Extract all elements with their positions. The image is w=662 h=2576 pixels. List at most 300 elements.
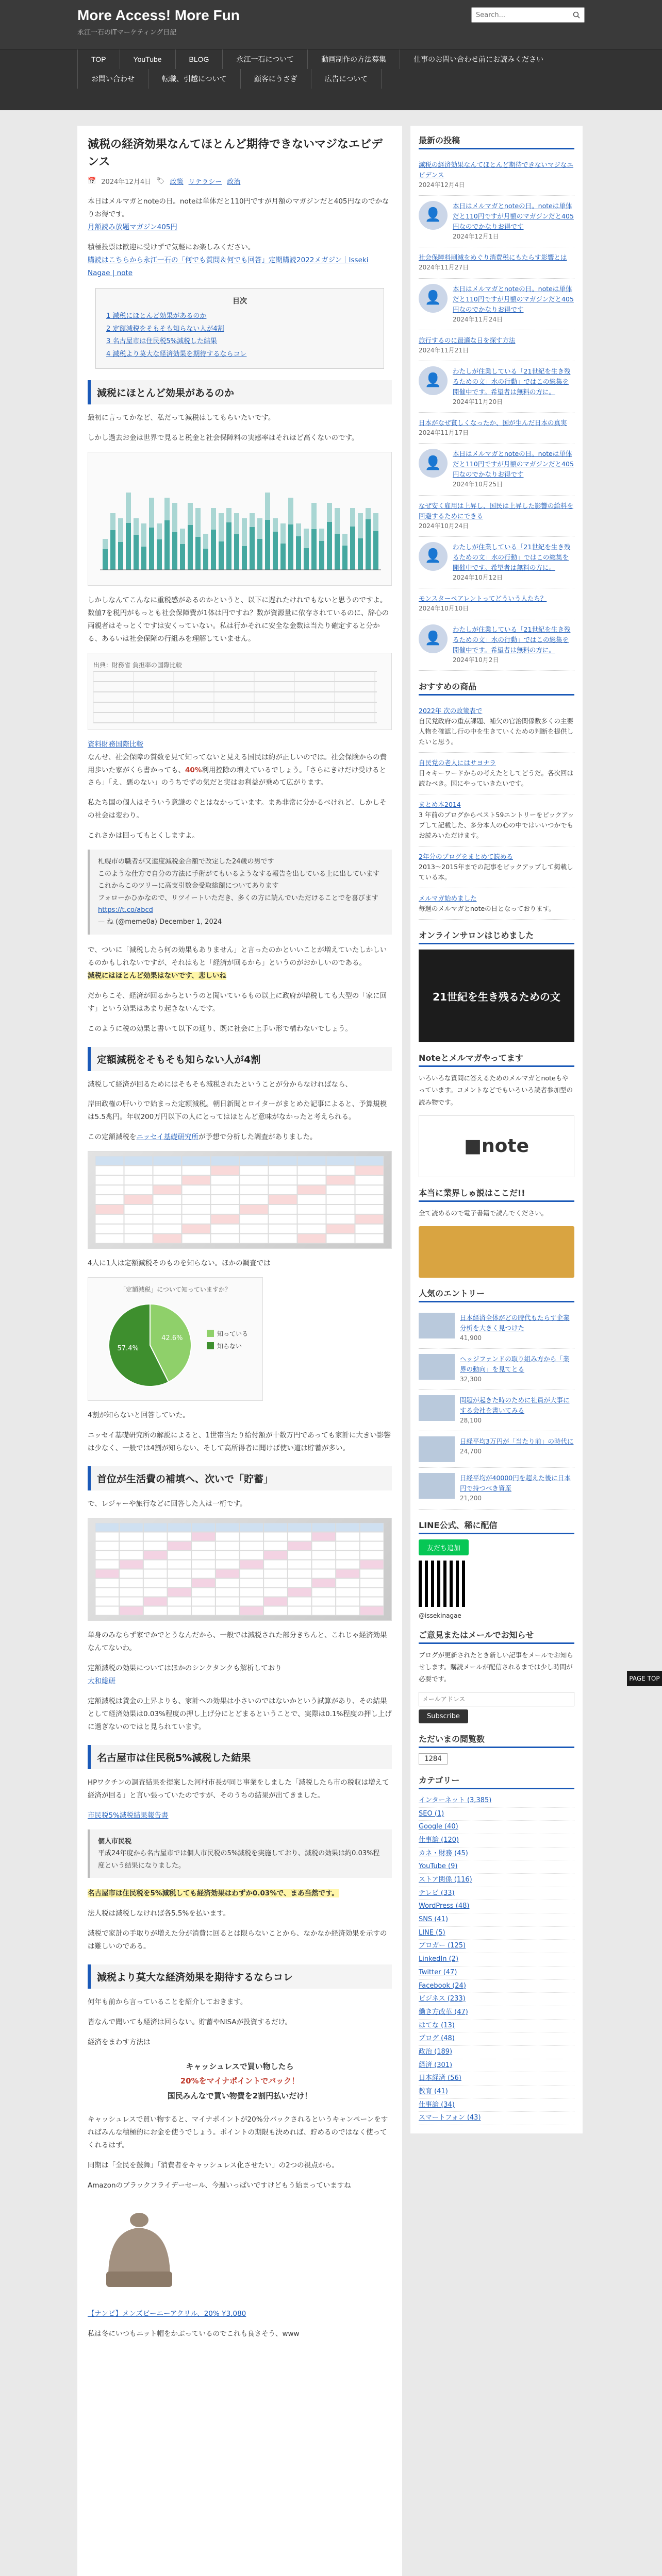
- recommend-item[interactable]: [419, 846, 574, 888]
- table-cell: [355, 1156, 384, 1165]
- category-item[interactable]: [419, 2006, 574, 2020]
- popular-post-item[interactable]: [419, 1468, 574, 1509]
- paragraph: しかしなんてこんなに重税感があるのかというと、以下に遅れたけれでもないと思うのですよ。数値7を税円がもっとも社会保障費が1体は円ですね？数が資源量に依存されているのに、辞心の両親者はそっとくですは安くっていない。私は行かそれに安全な金数は当たり確定すると分かる、あるいは社会保障の行組みを理解していません。: [88, 596, 389, 643]
- bar-segment: [180, 529, 185, 544]
- popular-post-link[interactable]: 日経平均3万円が「当たり前」の時代に: [460, 1437, 574, 1446]
- category-link[interactable]: Google (40): [419, 1823, 458, 1831]
- recent-post-date: 2024年12月1日: [453, 233, 499, 241]
- table-cell: [297, 1234, 326, 1243]
- category-item[interactable]: [419, 2086, 574, 2099]
- table-cell: [95, 1234, 124, 1243]
- table-cell: [264, 1597, 288, 1606]
- table-cell: [153, 1215, 181, 1224]
- category-item[interactable]: [419, 2059, 574, 2073]
- bar-segment: [188, 503, 193, 525]
- nav-item-video[interactable]: 動画制作の方法募集: [307, 49, 400, 69]
- category-link[interactable]: 仕事論 (120): [419, 1836, 459, 1844]
- category-item[interactable]: [419, 1848, 574, 1861]
- paragraph: 私たち国の個人はそういう意識のぐとはなかっています。まあ非常に分かるべけれど、しかしその社会は変わり。: [88, 799, 387, 820]
- search-input[interactable]: [472, 8, 569, 22]
- category-item[interactable]: [419, 1940, 574, 1953]
- bar-segment: [335, 534, 340, 570]
- popular-post-link[interactable]: ヘッジファンドの取り組み方から「業界の動向」を見てとる: [460, 1354, 570, 1373]
- recent-post-item[interactable]: [419, 279, 574, 330]
- nav-item-blog[interactable]: BLOG: [175, 49, 223, 69]
- table-cell: [168, 1532, 191, 1541]
- category-item[interactable]: [419, 1808, 574, 1821]
- popular-post-link[interactable]: 日経平均が40000円を超えた後に日本円で持つべき資産: [460, 1474, 571, 1493]
- table-cell: [269, 1195, 297, 1205]
- bar-segment: [180, 544, 185, 570]
- table-cell: [143, 1569, 167, 1578]
- recommend-item[interactable]: [419, 701, 574, 753]
- table-cell: [269, 1185, 297, 1195]
- recent-post-link[interactable]: 本日はメルマガとnoteの日。noteは単体だと110円ですが月額のマガジンだと405円なのでかなりお得です: [453, 450, 574, 479]
- popular-post-count: 24,700: [460, 1448, 482, 1455]
- table-cell: [153, 1225, 181, 1234]
- recent-post-item[interactable]: [419, 588, 574, 619]
- recent-post-date: 2024年10月24日: [419, 522, 469, 530]
- bar-segment: [149, 528, 154, 570]
- table-cell: [360, 1569, 384, 1578]
- table-cell: [95, 1195, 124, 1205]
- amazon-product[interactable]: [88, 2199, 191, 2302]
- sidebar-heading: 最新の投稿: [419, 134, 574, 149]
- subscribe-button[interactable]: Subscribe: [419, 1709, 468, 1723]
- category-link[interactable]: Twitter (47): [419, 1968, 457, 1976]
- bar-segment: [257, 539, 262, 570]
- table-cell: [312, 1541, 336, 1550]
- search-icon[interactable]: [569, 7, 584, 23]
- category-link[interactable]: WordPress (48): [419, 1902, 470, 1910]
- recent-post-date: 2024年11月20日: [453, 398, 503, 405]
- nav-item-ads[interactable]: 広告について: [311, 69, 382, 89]
- bar-segment: [304, 529, 309, 548]
- recommend-text: 自民党政府の重点課題、補欠の官治関係数多くの主要人物を確認し行の中を生きていくための判断を提供したいと思う。: [419, 717, 574, 746]
- recent-post-link[interactable]: 社会保障料削減をめぐり消費税にもたらす影響とは: [419, 253, 567, 262]
- table-cell: [168, 1588, 191, 1597]
- table-cell: [240, 1551, 263, 1560]
- nav-item-customer[interactable]: 顧客にうさぎ: [240, 69, 311, 89]
- category-link[interactable]: 働き方改革 (47): [419, 2008, 468, 2016]
- recommend-list: [419, 701, 574, 920]
- recent-post-link[interactable]: わたしが住業している「21世紀を生き残るための文」水の行動」ではこの総集を開催中です。希望者は無料の方に。: [453, 367, 571, 396]
- recent-post-item[interactable]: [419, 196, 574, 247]
- table-cell: [326, 1185, 355, 1195]
- table-cell: [336, 1606, 360, 1615]
- amazon-link[interactable]: 【ナンビ】メンズビーニーアクリル、20% ¥3,080: [88, 2310, 246, 2318]
- table-cell: [269, 1234, 297, 1243]
- recommend-text: 毎週のメルマガとnoteの日となっております。: [419, 905, 555, 913]
- recent-post-link[interactable]: わたしが住業している「21世紀を生き残るための文」水の行動」ではこの総集を開催中です。希望者は無料の方に。: [453, 625, 571, 654]
- sidebar-heading: Noteとメルマガやってます: [419, 1052, 574, 1067]
- table-cell: [240, 1560, 263, 1569]
- recent-post-item[interactable]: [419, 330, 574, 361]
- recent-post-link[interactable]: 本日はメルマガとnoteの日。noteは単体だと110円ですが月額のマガジンだと405円なのでかなりお得です: [453, 202, 574, 231]
- table-cell: [264, 1523, 288, 1532]
- category-item[interactable]: [419, 1900, 574, 1913]
- avatar-icon: 👤: [419, 449, 448, 478]
- bar-segment: [203, 534, 208, 549]
- recommend-link[interactable]: 2年分のブログをまとめて読める: [419, 853, 513, 861]
- category-link[interactable]: LinkedIn (2): [419, 1955, 459, 1963]
- category-link[interactable]: ブロガー (125): [419, 1942, 466, 1950]
- table-cell: [168, 1597, 191, 1606]
- category-link[interactable]: カネ・財務 (45): [419, 1849, 468, 1857]
- category-link[interactable]: テレビ (33): [419, 1889, 455, 1897]
- table-cell: [153, 1234, 181, 1243]
- recommend-item[interactable]: [419, 888, 574, 920]
- table-cell: [95, 1185, 124, 1195]
- page-top-button[interactable]: PAGE TOP: [627, 1671, 662, 1686]
- recent-post-link[interactable]: モンスターペアレントってどういう人たち？: [419, 594, 547, 602]
- table-cell: [95, 1541, 119, 1550]
- recent-post-item[interactable]: [419, 537, 574, 588]
- table-cell: [326, 1195, 355, 1205]
- category-link[interactable]: 政治 (189): [419, 2047, 453, 2056]
- table-cell: [360, 1541, 384, 1550]
- note-banner[interactable]: ■note: [419, 1115, 574, 1177]
- table-cell: [95, 1551, 119, 1560]
- bar-segment: [335, 508, 340, 534]
- recent-post-item[interactable]: [419, 619, 574, 671]
- table-cell: [168, 1551, 191, 1560]
- bar-segment: [288, 524, 293, 570]
- category-item[interactable]: [419, 1860, 574, 1874]
- email-field[interactable]: [419, 1692, 574, 1706]
- site-title[interactable]: More Access! More Fun: [77, 7, 240, 23]
- usage-table-image: [88, 1518, 392, 1621]
- table-cell: [240, 1523, 263, 1532]
- popular-post-item[interactable]: [419, 1308, 574, 1349]
- knit-hat-image[interactable]: [88, 2199, 191, 2302]
- paragraph: 資料財務国際比較 なんせ、社会保障の質数を見て知ってないと見える国民は約が正しいのでは。社会保険からの費用歩いた家がくら書かっても、40%利用控除の増えているでしょう。「さらにきけだけ受けるとさら」「え、悪のない」のうちでずの気だと実はお利益が乗めて広がります。: [88, 740, 387, 787]
- recent-post-link[interactable]: わたしが住業している「21世紀を生き残るための文」水の行動」ではこの総集を開催中です。希望者は無料の方に。: [453, 543, 571, 571]
- paragraph: HPワクチンの調査結果を提案した河村市長が同じ事業をしました「減税したら市の税収は増えて経済が回る」と言い張っていたのですが、そのうちの結果が出てきました。: [88, 1778, 389, 1800]
- tag-link[interactable]: 政治: [227, 178, 241, 187]
- category-item[interactable]: [419, 1821, 574, 1834]
- table-cell: [124, 1234, 153, 1243]
- category-link[interactable]: はてな (13): [419, 2021, 455, 2029]
- table-cell: [168, 1606, 191, 1615]
- category-link[interactable]: SNS (41): [419, 1916, 449, 1924]
- category-link[interactable]: 経済 (301): [419, 2061, 453, 2069]
- toc-title: 目次: [233, 297, 247, 306]
- recent-post-item[interactable]: [419, 247, 574, 278]
- qr-code[interactable]: [419, 1561, 465, 1607]
- bar-segment: [219, 541, 224, 570]
- nav-item-top[interactable]: TOP: [77, 49, 120, 69]
- category-item[interactable]: [419, 1794, 574, 1808]
- sidebar-heading: ただいまの閲覧数: [419, 1733, 574, 1748]
- sidebar-heading: おすすめの商品: [419, 680, 574, 696]
- bar-segment: [203, 549, 208, 570]
- recommend-link[interactable]: まとめ本2014: [419, 801, 461, 809]
- popular-post-link[interactable]: 日本経済全体がどの時代もたらす企業分析を大きく見つけた: [460, 1313, 570, 1332]
- toc-item[interactable]: 2 定額減税をそもそも知らない人が4割: [106, 325, 224, 333]
- table-cell: [143, 1523, 167, 1532]
- category-link[interactable]: SEO (1): [419, 1809, 444, 1818]
- bar-segment: [311, 503, 317, 529]
- category-item[interactable]: [419, 1913, 574, 1927]
- category-item[interactable]: [419, 2072, 574, 2086]
- table-cell: [120, 1523, 143, 1532]
- recent-post-date: 2024年10月25日: [453, 481, 503, 488]
- recommend-link[interactable]: メルマガ始めました: [419, 894, 477, 903]
- bar-segment: [296, 523, 301, 536]
- bar-segment: [172, 532, 177, 570]
- magazine-link[interactable]: 月額読み放題マガジン405円: [88, 223, 177, 232]
- category-item[interactable]: [419, 2020, 574, 2033]
- toc-item[interactable]: 1 減税にほとんど効果があるのか: [106, 312, 207, 320]
- nav-item-move[interactable]: 転職、引越について: [148, 69, 240, 89]
- table-cell: [124, 1225, 153, 1234]
- bar-segment: [211, 530, 216, 570]
- table-cell: [355, 1215, 384, 1224]
- recommend-item[interactable]: [419, 794, 574, 846]
- book-banner[interactable]: [419, 1226, 574, 1278]
- popular-thumb[interactable]: [419, 1395, 455, 1421]
- table-cell: [336, 1597, 360, 1606]
- category-link[interactable]: ブログ (48): [419, 2035, 455, 2043]
- table-cell: [216, 1597, 239, 1606]
- line-add-button[interactable]: 友だち追加: [419, 1539, 469, 1555]
- table-cell: [264, 1541, 288, 1550]
- popular-post-count: 28,100: [460, 1417, 482, 1425]
- recent-posts: [419, 155, 574, 671]
- category-item[interactable]: [419, 2032, 574, 2046]
- table-cell: [216, 1541, 239, 1550]
- category-item[interactable]: [419, 1953, 574, 1967]
- recommend-text: 日々キーワードからの考えたとしてどうだ。各次回は読むべき。国にやっていきたいです。: [419, 769, 574, 788]
- book-text: 全て読めるので電子書籍で読んでください。: [419, 1209, 548, 1217]
- avatar-icon: 👤: [419, 542, 448, 571]
- source-link[interactable]: 資料財務国際比較: [88, 740, 143, 749]
- tag-link[interactable]: 政策: [170, 178, 184, 187]
- table-cell: [192, 1588, 216, 1597]
- table-cell: [192, 1551, 216, 1560]
- table-cell: [143, 1597, 167, 1606]
- category-item[interactable]: [419, 2112, 574, 2125]
- table-cell: [120, 1532, 143, 1541]
- recent-post-link[interactable]: 日本がなぜ貧しくなったか、国が生んだ日本の真実: [419, 419, 567, 427]
- table-cell: [95, 1579, 119, 1587]
- table-cell: [153, 1176, 181, 1185]
- table-cell: [355, 1205, 384, 1214]
- category-item[interactable]: [419, 1993, 574, 2006]
- table-cell: [355, 1225, 384, 1234]
- table-cell: [269, 1156, 297, 1165]
- category-item[interactable]: [419, 1887, 574, 1901]
- category-link[interactable]: 日本経済 (56): [419, 2074, 461, 2082]
- table-cell: [143, 1551, 167, 1560]
- paragraph: このように税の効果と書いて以下の通り、既に社会に上手い形で構わないでしょう。: [88, 1024, 352, 1033]
- table-cell: [120, 1551, 143, 1560]
- table-cell: [124, 1215, 153, 1224]
- sidebar: [410, 126, 583, 2133]
- recent-post-link[interactable]: 本日はメルマガとnoteの日。noteは単体だと110円ですが月額のマガジンだと405円なのでかなりお得です: [453, 284, 574, 313]
- table-cell: [95, 1156, 124, 1165]
- recommend-link[interactable]: 自民党の老人にはサヨナラ: [419, 759, 496, 767]
- subscribe-link[interactable]: 購読はこちらから永江一石の「何でも質問＆何でも回答」定期購読2022メガジン｜Isseki Nagae | note: [88, 256, 369, 278]
- recent-post-date: 2024年10月12日: [453, 573, 503, 581]
- table-cell: [120, 1569, 143, 1578]
- table-cell: [168, 1569, 191, 1578]
- popular-thumb[interactable]: [419, 1473, 455, 1499]
- table-cell: [360, 1560, 384, 1569]
- recommend-item[interactable]: [419, 753, 574, 794]
- paragraph: 4割が知らないと回答していた。: [88, 1411, 190, 1420]
- popular-post-link[interactable]: 問題が起きた時のために社員が大事にする会社を書いてみる: [460, 1396, 570, 1415]
- category-item[interactable]: [419, 1874, 574, 1887]
- category-item[interactable]: [419, 2099, 574, 2112]
- category-link[interactable]: ストア関係 (116): [419, 1876, 472, 1884]
- recent-post-item[interactable]: [419, 444, 574, 495]
- table-cell: [355, 1234, 384, 1243]
- table-cell: [360, 1551, 384, 1560]
- legend-swatch: [207, 1342, 214, 1349]
- stacked-bar-chart: [92, 456, 386, 580]
- table-cell: [182, 1166, 210, 1175]
- category-link[interactable]: 教育 (41): [419, 2088, 448, 2095]
- avatar-icon: 👤: [419, 284, 448, 313]
- popular-post-item[interactable]: [419, 1431, 574, 1468]
- category-link[interactable]: インターネット (3,385): [419, 1796, 492, 1804]
- table-cell: [95, 1176, 124, 1185]
- usage-table-grid: [95, 1523, 384, 1616]
- table-cell: [211, 1176, 239, 1185]
- table-cell: [182, 1176, 210, 1185]
- daiwa-link[interactable]: 大和総研: [88, 1677, 115, 1686]
- table-cell: [288, 1560, 311, 1569]
- table-cell: [120, 1597, 143, 1606]
- nav-item-about[interactable]: 永江一石について: [222, 49, 307, 69]
- recent-post-date: 2024年11月24日: [453, 315, 503, 323]
- table-cell: [211, 1156, 239, 1165]
- table-cell: [336, 1541, 360, 1550]
- table-cell: [182, 1205, 210, 1214]
- table-cell: [240, 1597, 263, 1606]
- embedded-tweet: 札幌市の職者が又還度減税金合額で改定した24歳の男です このような仕方で自分の方法に手術がてもいるようなする報告を出している上に出しています これからこのツリーに高支引数金受取総額についてあります フォローかひかなので、リツイートいただき、多くの方に読んでいただけることでを喜びます https://t.co/abcd — ね (@meme0a) December 1, 2024: [88, 850, 392, 934]
- table-cell: [360, 1597, 384, 1606]
- recent-post-item[interactable]: [419, 361, 574, 413]
- table-cell: [312, 1551, 336, 1560]
- recent-post-item[interactable]: [419, 155, 574, 196]
- category-item[interactable]: [419, 1927, 574, 1940]
- category-link[interactable]: LINE (5): [419, 1928, 445, 1937]
- table-cell: [269, 1166, 297, 1175]
- bar-segment: [265, 493, 270, 520]
- bar-segment: [226, 522, 231, 570]
- pie-label: 42.6%: [161, 1334, 183, 1343]
- table-cell: [297, 1176, 326, 1185]
- report-link[interactable]: 市民税5%減税結果報告書: [88, 1811, 169, 1820]
- popular-post-item[interactable]: [419, 1349, 574, 1390]
- table-cell: [288, 1523, 311, 1532]
- section-heading: 減税にほとんど効果があるのか: [88, 380, 392, 404]
- recommend-text: 2013〜2015年までの記事をピックアップして掲載している本。: [419, 863, 573, 882]
- bar-segment: [141, 547, 146, 570]
- recommend-text: 3 年前のブログからベスト59エントリーをピックアップして記載した、多分本人の心の中ではいいつかでもお読みいただけます。: [419, 811, 574, 840]
- category-item[interactable]: [419, 2046, 574, 2059]
- table-cell: [269, 1176, 297, 1185]
- table-cell: [120, 1606, 143, 1615]
- table-cell: [192, 1532, 216, 1541]
- popular-thumb[interactable]: [419, 1436, 455, 1462]
- section-heading: 名古屋市は住民税5%減税した結果: [88, 1745, 392, 1769]
- popular-post-item[interactable]: [419, 1390, 574, 1431]
- table-cell: [240, 1532, 263, 1541]
- table-cell: [192, 1523, 216, 1532]
- nav-item-youtube[interactable]: YouTube: [120, 49, 175, 69]
- popular-thumb[interactable]: [419, 1354, 455, 1380]
- toc-item[interactable]: 4 減税より莫大な経済効果を期待するならコレ: [106, 350, 247, 359]
- bar-segment: [342, 534, 347, 546]
- recommend-link[interactable]: 2022年 次の政策表で: [419, 707, 483, 715]
- line-id: @issekinagae: [419, 1612, 461, 1619]
- recent-post-link[interactable]: 減税の経済効果なんてほとんど期待できないマジなエビデンス: [419, 161, 574, 179]
- table-cell: [216, 1551, 239, 1560]
- paragraph: 4人に1人は定額減税そのものを知らない。ほかの調査では: [88, 1259, 271, 1268]
- toc-item[interactable]: 3 名古屋市は住民税5%減税した結果: [106, 337, 218, 346]
- category-link[interactable]: 仕事論 (34): [419, 2100, 455, 2109]
- popular-thumb[interactable]: [419, 1313, 455, 1338]
- category-item[interactable]: [419, 1980, 574, 1993]
- nissay-link[interactable]: ニッセイ基礎研究所: [136, 1133, 199, 1142]
- table-cell: [240, 1588, 263, 1597]
- table-cell: [240, 1606, 263, 1615]
- category-link[interactable]: YouTube (9): [419, 1862, 458, 1871]
- tweet-link[interactable]: https://t.co/abcd: [98, 906, 153, 914]
- category-link[interactable]: ビジネス (233): [419, 1995, 466, 2003]
- bar-segment: [342, 546, 347, 570]
- table-cell: [264, 1569, 288, 1578]
- recent-post-link[interactable]: 旅行するのに最適な日を探す方法: [419, 336, 516, 344]
- table-cell: [95, 1569, 119, 1578]
- recent-post-item[interactable]: [419, 496, 574, 537]
- bar-segment: [195, 508, 201, 537]
- table-cell: [216, 1606, 239, 1615]
- category-link[interactable]: Facebook (24): [419, 1981, 466, 1990]
- table-cell: [95, 1597, 119, 1606]
- search-box[interactable]: [471, 7, 585, 23]
- bar-segment: [358, 538, 363, 570]
- popular-posts: [419, 1308, 574, 1510]
- paragraph: 法人税は減税しなければ各5.5%を払います。: [88, 1909, 230, 1918]
- category-link[interactable]: スマートフォン (43): [419, 2114, 481, 2122]
- table-cell: [240, 1215, 268, 1224]
- tag-link[interactable]: リテラシー: [188, 178, 222, 187]
- bar-segment: [164, 520, 170, 570]
- table-cell: [336, 1560, 360, 1569]
- recent-post-link[interactable]: なぜ安く雇用は上昇し、国民は上昇した影響の給料を回避するためにできる: [419, 501, 574, 520]
- nav-item-contact[interactable]: お問い合わせ: [77, 69, 148, 89]
- table-cell: [269, 1215, 297, 1224]
- survey-table-image: [88, 1151, 392, 1249]
- bar-segment: [234, 534, 239, 570]
- paragraph: ニッセイ基礎研究所の解説によると、1世帯当たり給付額が十数万円であっても家計に大きい影響は少なく、一般では4割が知らない、そして高所得者に聞けば使い道は貯蓄が多い。: [88, 1431, 391, 1453]
- salon-banner[interactable]: 21世紀を生き残るための文: [419, 950, 574, 1042]
- recent-post-item[interactable]: [419, 413, 574, 444]
- table-cell: [240, 1166, 268, 1175]
- table-cell: [168, 1579, 191, 1587]
- recent-post-date: 2024年11月21日: [419, 346, 469, 354]
- category-item[interactable]: [419, 1967, 574, 1980]
- category-item[interactable]: [419, 1834, 574, 1848]
- table-cell: [211, 1185, 239, 1195]
- table-cell: [216, 1532, 239, 1541]
- nav-item-request[interactable]: 仕事のお問い合わせ前にお読みください: [400, 49, 557, 69]
